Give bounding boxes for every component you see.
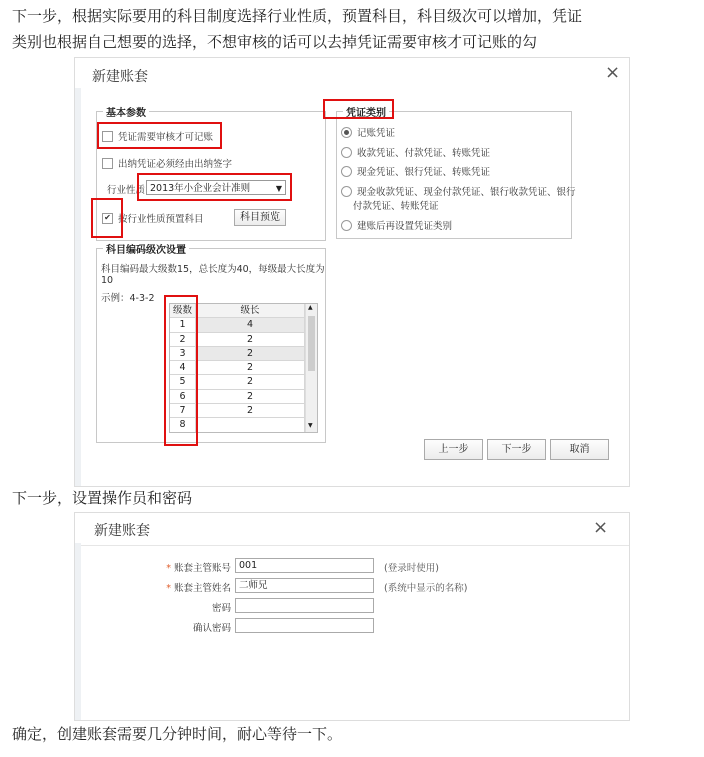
required-marker: * xyxy=(166,583,171,594)
scroll-up-icon[interactable]: ▲ xyxy=(308,304,313,311)
coding-desc-line-1: 科目编码最大级数15，总长度为40，每级最大长度为 xyxy=(101,264,325,275)
table-row[interactable]: 3 2 xyxy=(170,347,317,361)
close-icon[interactable]: × xyxy=(605,62,621,83)
voucher-option-detailed[interactable]: 现金收款凭证、现金付款凭证、银行收款凭证、银行 xyxy=(341,184,576,198)
article-paragraph-2: 下一步，设置操作员和密码 xyxy=(12,489,193,507)
checkbox-unchecked-icon xyxy=(102,158,113,169)
scrollbar-thumb[interactable] xyxy=(308,316,315,371)
cancel-button[interactable]: 取消 xyxy=(550,439,609,460)
table-scrollbar[interactable] xyxy=(305,304,317,432)
voucher-option-detailed-line-2: 付款凭证、转账凭证 xyxy=(353,201,439,212)
screenshot-new-account-step-params xyxy=(74,57,630,487)
scroll-down-icon[interactable]: ▼ xyxy=(308,422,313,429)
highlight-preset-checkbox xyxy=(91,198,123,238)
article-paragraph-3: 确定，创建账套需要几分钟时间，耐心等待一下。 xyxy=(12,725,343,743)
radio-unselected-icon xyxy=(341,186,352,197)
dialog-title: 新建账套 xyxy=(92,69,148,85)
highlight-level-column xyxy=(164,295,198,446)
col-header-level: 级数 xyxy=(170,304,196,318)
dropdown-arrow-icon: ▼ xyxy=(275,184,282,193)
highlight-voucher-legend xyxy=(323,99,394,119)
preset-accounts-label: 按行业性质预置科目 xyxy=(118,214,204,225)
cashier-sign-label: 出纳凭证必须经由出纳签字 xyxy=(118,159,233,170)
confirm-password-label: 确认密码 xyxy=(192,623,231,634)
close-icon[interactable]: × xyxy=(593,517,609,538)
required-marker: * xyxy=(166,563,171,574)
table-row[interactable]: 8 xyxy=(170,418,317,432)
table-row[interactable]: 6 2 xyxy=(170,390,317,404)
next-step-button[interactable]: 下一步 xyxy=(487,439,546,460)
voucher-option-receipt-payment[interactable]: 收款凭证、付款凭证、转账凭证 xyxy=(341,145,490,159)
industry-label: 行业性质 xyxy=(107,185,146,196)
highlight-require-audit xyxy=(97,122,222,149)
radio-selected-icon xyxy=(341,127,352,138)
coding-desc-line-2: 10 xyxy=(101,275,114,286)
confirm-password-input[interactable] xyxy=(235,618,374,633)
article-paragraph-1-line-2: 类别也根据自己想要的选择，不想审核的话可以去掉凭证需要审核才可记账的勾 xyxy=(12,33,538,51)
manager-account-label: * 账套主管账号 xyxy=(166,563,231,574)
industry-select-value: 2013年小企业会计准则 xyxy=(150,183,251,194)
title-divider xyxy=(81,545,629,546)
manager-account-input[interactable]: 001 xyxy=(235,558,374,573)
table-row[interactable]: 5 2 xyxy=(170,375,317,389)
password-input[interactable] xyxy=(235,598,374,613)
coding-levels-legend: 科目编码级次设置 xyxy=(103,241,189,256)
table-row[interactable]: 7 2 xyxy=(170,404,317,418)
article-paragraph-1-line-1: 下一步，根据实际要用的科目制度选择行业性质，预置科目，科目级次可以增加，凭证 xyxy=(12,7,583,25)
prev-step-button[interactable]: 上一步 xyxy=(424,439,483,460)
col-header-length: 级长 xyxy=(196,304,305,318)
manager-name-label: * 账套主管姓名 xyxy=(166,583,231,594)
manager-name-hint: (系统中显示的名称) xyxy=(384,583,468,594)
table-row[interactable]: 1 4 xyxy=(170,318,317,332)
manager-account-hint: (登录时使用) xyxy=(384,563,439,574)
radio-unselected-icon xyxy=(341,220,352,231)
checkbox-checked-icon: ✔ xyxy=(102,213,113,224)
coding-example: 示例：4-3-2 xyxy=(101,293,155,304)
radio-unselected-icon xyxy=(341,166,352,177)
highlight-industry-select xyxy=(137,173,292,201)
voucher-types-legend: 凭证类别 xyxy=(343,104,389,119)
manager-name-input[interactable]: 二师兄 xyxy=(235,578,374,593)
table-row[interactable]: 4 2 xyxy=(170,361,317,375)
voucher-option-single[interactable]: 记账凭证 xyxy=(341,125,395,139)
preview-accounts-button[interactable]: 科目预览 xyxy=(234,209,286,226)
cashier-sign-checkbox[interactable] xyxy=(102,156,232,170)
require-audit-label: 凭证需要审核才可记账 xyxy=(118,132,214,143)
voucher-option-cash-bank[interactable]: 现金凭证、银行凭证、转账凭证 xyxy=(341,164,490,178)
table-row[interactable]: 2 2 xyxy=(170,333,317,347)
password-label: 密码 xyxy=(211,603,231,614)
screenshot-new-account-step-operator xyxy=(74,512,630,721)
radio-unselected-icon xyxy=(341,147,352,158)
dialog-title: 新建账套 xyxy=(94,523,150,539)
basic-params-legend: 基本参数 xyxy=(103,104,149,119)
voucher-option-later[interactable]: 建账后再设置凭证类别 xyxy=(341,218,452,232)
